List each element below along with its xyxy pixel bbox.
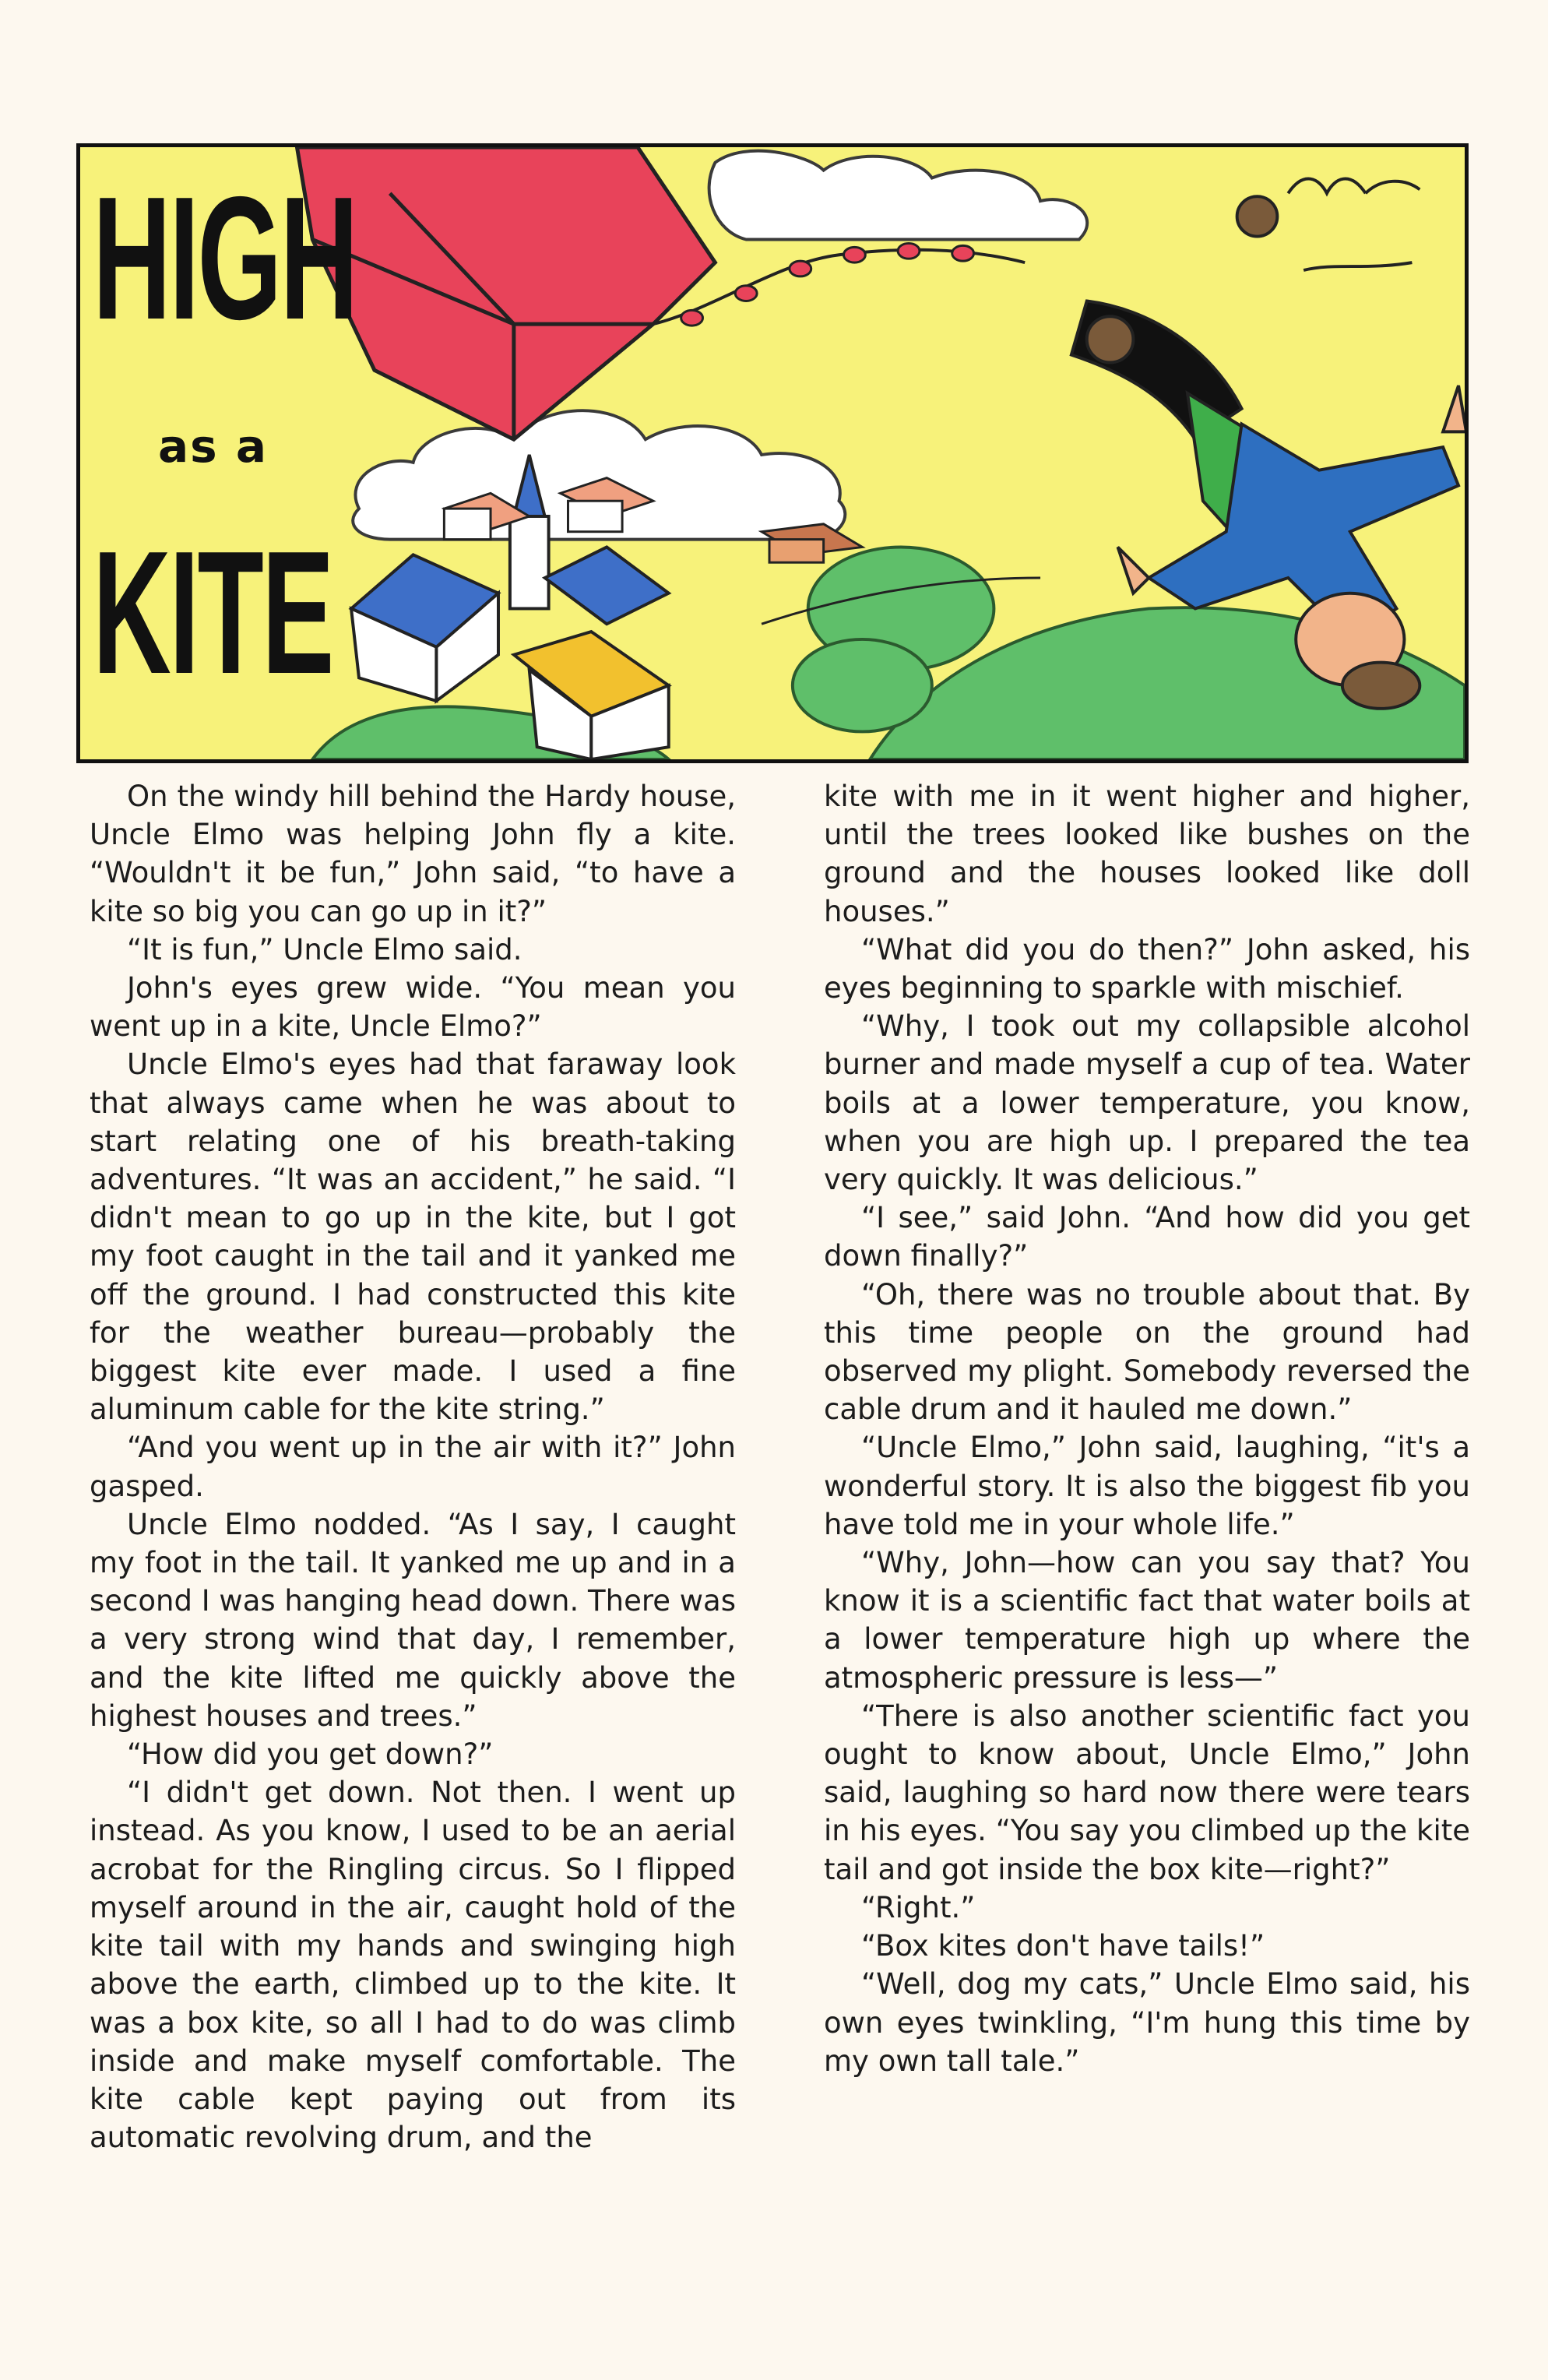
tree-cluster-2 bbox=[793, 639, 932, 731]
story-right-column bbox=[824, 777, 1470, 2080]
title-line-as-a: as a bbox=[158, 420, 268, 473]
paragraph: “It is fun,” Uncle Elmo said. bbox=[127, 932, 522, 966]
paragraph-continuation: kite with me in it went higher and higher, until the trees looked like bushes on the ground and the houses looked like doll houses.” bbox=[824, 780, 1470, 928]
house-small-3 bbox=[762, 524, 862, 562]
paragraph: “And you went up in the air with it?” John gasped. bbox=[90, 1431, 736, 1503]
house-blue-roof bbox=[351, 555, 498, 701]
paragraph: “Why, I took out my collapsible alcohol burner and made myself a cup of tea. Water boils at a lower temperature, you know, when you are high up. I prepared the tea very quickly. It was delicious.” bbox=[824, 1009, 1470, 1197]
paragraph: “What did you do then?” John asked, his eyes beginning to sparkle with mischief. bbox=[824, 932, 1470, 1005]
house-yellow-roof bbox=[514, 632, 669, 759]
paragraph: “Well, dog my cats,” Uncle Elmo said, his own eyes twinkling, “I'm hung this time by my own tall tale.” bbox=[824, 1967, 1470, 2078]
paragraph: “Right.” bbox=[861, 1890, 976, 1924]
paragraph: “I didn't get down. Not then. I went up instead. As you know, I used to be an aerial acrobat for the Ringling circus. So I flipped myself around in the air, caught hold of the kite tail with my hands and swinging high above the earth, climbed up to the kite. It was a box kite, so all I had to do was climb inside and make myself comfortable. The kite cable kept paying out from its automatic revolving drum, and the bbox=[90, 1776, 736, 2155]
paragraph: On the windy hill behind the Hardy house, Uncle Elmo was helping John fly a kite. “Wouldn't it be fun,” John said, “to have a kite so big you can go up in it?” bbox=[90, 780, 736, 928]
paragraph: John's eyes grew wide. “You mean you went up in a kite, Uncle Elmo?” bbox=[90, 971, 736, 1044]
title-line-high: HIGH bbox=[93, 160, 357, 356]
cloud-top bbox=[709, 151, 1088, 240]
paragraph: Uncle Elmo nodded. “As I say, I caught my foot in the tail. It yanked me up and in a second I was hanging head down. There was a very strong wind that day, I remember, and the kite lifted me quickly above the highest houses and trees.” bbox=[90, 1507, 736, 1733]
paragraph: “How did you get down?” bbox=[127, 1737, 494, 1772]
paragraph: “There is also another scientific fact you ought to know about, Uncle Elmo,” John said, laughing so hard now there were tears in his eyes. “You say you climbed up the kite tail and got inside the box kite—right?” bbox=[824, 1699, 1470, 1886]
paragraph: “Uncle Elmo,” John said, laughing, “it's a wonderful story. It is also the biggest fib you have told me in your whole life.” bbox=[824, 1431, 1470, 1541]
title-block bbox=[88, 160, 368, 747]
birds bbox=[1288, 179, 1420, 270]
title-panel bbox=[76, 143, 1469, 763]
paragraph: “Why, John—how can you say that? You know it is a scientific fact that water boils at a lower temperature high up where the atmospheric pressure is less—” bbox=[824, 1546, 1470, 1695]
title-line-kite: KITE bbox=[93, 514, 332, 710]
story-left-column bbox=[90, 777, 736, 2156]
paragraph: Uncle Elmo's eyes had that faraway look that always came when he was about to start relating one of his breath-taking adventures. “It was an accident,” he said. “I didn't mean to go up in the kite, but I got my foot caught in the tail and it yanked me off the ground. I had constructed this kite for the weather bureau—probably the biggest kite ever made. I used a fine aluminum cable for the kite string.” bbox=[90, 1047, 736, 1427]
paragraph: “I see,” said John. “And how did you get down finally?” bbox=[824, 1201, 1470, 1273]
paragraph: “Oh, there was no trouble about that. By this time people on the ground had observed my plight. Somebody reversed the cable drum and it hauled me down.” bbox=[824, 1277, 1470, 1427]
paragraph: “Box kites don't have tails!” bbox=[861, 1929, 1265, 1963]
